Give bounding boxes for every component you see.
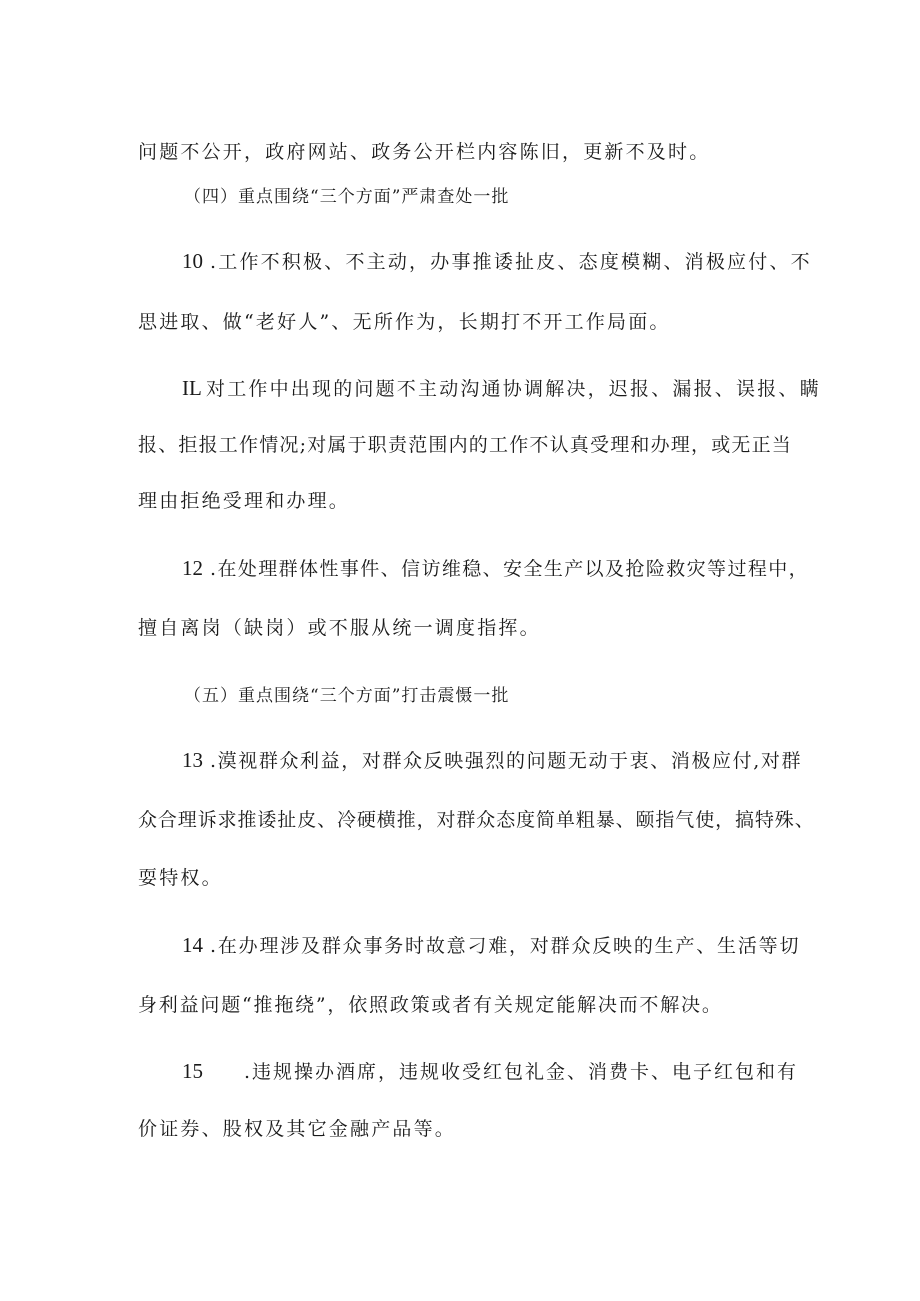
item-number-10: 10	[182, 249, 203, 273]
paragraph-line: .工作不积极、不主动，办事推诿扯皮、态度模糊、消极应付、不	[210, 251, 812, 273]
paragraph-line: 理由拒绝受理和办理。	[138, 490, 351, 512]
paragraph-line: .在办理涉及群众事务时故意刁难，对群众反映的生产、生活等切	[210, 935, 801, 957]
item-number-15: 15	[182, 1059, 203, 1083]
paragraph-line: 身利益问题“推拖绕”，依照政策或者有关规定能解决而不解决。	[138, 994, 723, 1016]
paragraph-line: 思进取、做“老好人”、无所作为，长期打不开工作局面。	[138, 311, 671, 333]
paragraph-line: 报、拒报工作情况;对属于职责范围内的工作不认真受理和办理，或无正当	[138, 434, 793, 456]
paragraph-line: 价证券、股权及其它金融产品等。	[138, 1118, 457, 1140]
section-heading-five: （五）重点围绕“三个方面”打击震慑一批	[184, 686, 510, 706]
paragraph-line: 擅自离岗（缺岗）或不服从统一调度指挥。	[138, 617, 541, 639]
item-number-11: IL	[182, 376, 202, 400]
paragraph-line: .违规操办酒席，违规收受红包礼金、消费卡、电子红包和有	[244, 1061, 799, 1083]
item-number-12: 12	[182, 556, 203, 580]
paragraph-line: 问题不公开，政府网站、政务公开栏内容陈旧，更新不及时。	[138, 141, 711, 163]
paragraph-line: .漠视群众利益，对群众反映强烈的问题无动于衷、消极应付,对群	[210, 750, 803, 772]
item-number-14: 14	[182, 933, 203, 957]
item-number-13: 13	[182, 748, 203, 772]
section-heading-four: （四）重点围绕“三个方面”严肃查处一批	[184, 187, 510, 207]
paragraph-line: 耍特权。	[138, 867, 223, 889]
paragraph-line: 众合理诉求推诿扯皮、冷硬横推，对群众态度简单粗暴、颐指气使，搞特殊、	[138, 809, 815, 831]
paragraph-line: .在处理群体性事件、信访维稳、安全生产以及抢险救灾等过程中，	[210, 558, 810, 580]
paragraph-line: 对工作中出现的问题不主动沟通协调解决，迟报、漏报、误报、瞒	[206, 378, 821, 400]
